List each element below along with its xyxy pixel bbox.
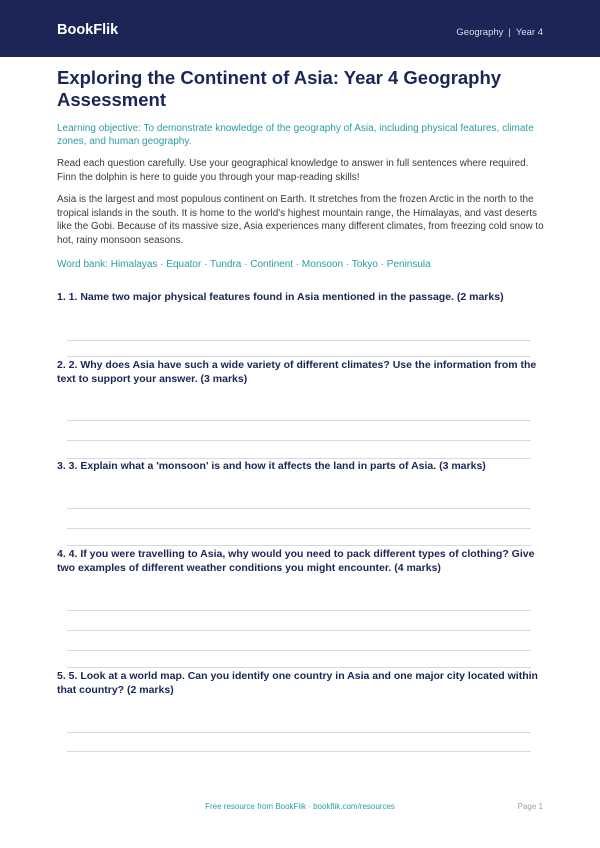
question-1: 1. 1. Name two major physical features found in Asia mentioned in the passage. (2 marks) <box>57 291 504 303</box>
instructions: Read each question carefully. Use your geographical knowledge to answer in full sentences where required. Finn the dolphin is here to guide you through your map-reading skills! <box>57 158 529 183</box>
answer-line[interactable] <box>67 528 531 529</box>
footer-credit[interactable]: Free resource from BookFlik · bookflik.com/resources <box>205 802 395 811</box>
breadcrumb <box>456 27 543 38</box>
question-4: 4. 4. If you were travelling to Asia, why would you need to pack different types of clothing? Give two examples of different weather conditions you might encounter. (4 marks) <box>57 548 535 574</box>
answer-line[interactable] <box>67 630 531 631</box>
answer-line[interactable] <box>67 650 531 651</box>
question-5: 5. 5. Look at a world map. Can you identify one country in Asia and one major city located within that country? (2 marks) <box>57 670 538 696</box>
question-divider <box>67 667 531 668</box>
question-divider <box>67 356 531 357</box>
question-2: 2. 2. Why does Asia have such a wide variety of different climates? Use the information from the text to support your answer. (3 marks) <box>57 359 537 385</box>
page-title: Exploring the Continent of Asia: Year 4 Geography Assessment <box>57 67 502 110</box>
question-divider <box>67 545 531 546</box>
brand-logo[interactable]: BookFlik <box>57 22 119 38</box>
answer-line[interactable] <box>67 420 531 421</box>
answer-line[interactable] <box>67 508 531 509</box>
learning-objective: Learning objective: To demonstrate knowledge of the geography of Asia, including physical features, climate zones, and human geography. <box>57 123 534 147</box>
answer-line[interactable] <box>67 751 531 752</box>
breadcrumb-subject: Geography <box>456 27 504 38</box>
reading-passage: Asia is the largest and most populous continent on Earth. It stretches from the frozen Arctic in the north to the tropical islands in the south. It is home to the world's highest mountain range, the Himalayas, and vast deserts like the Gobi. Because of its massive size, Asia experiences many different climates, from freezing cold snow to hot, rainy monsoon seasons. <box>57 194 544 246</box>
header-bar <box>0 0 600 57</box>
breadcrumb-separator: | <box>508 27 511 38</box>
question-3: 3. 3. Explain what a 'monsoon' is and how it affects the land in parts of Asia. (3 marks) <box>57 460 486 472</box>
answer-line[interactable] <box>67 610 531 611</box>
page-number: Page 1 <box>517 802 543 811</box>
breadcrumb-year: Year 4 <box>515 27 543 38</box>
answer-line[interactable] <box>67 440 531 441</box>
answer-line[interactable] <box>67 340 531 341</box>
answer-line[interactable] <box>67 732 531 733</box>
word-bank: Word bank: Himalayas · Equator · Tundra · Continent · Monsoon · Tokyo · Peninsula <box>57 259 431 270</box>
